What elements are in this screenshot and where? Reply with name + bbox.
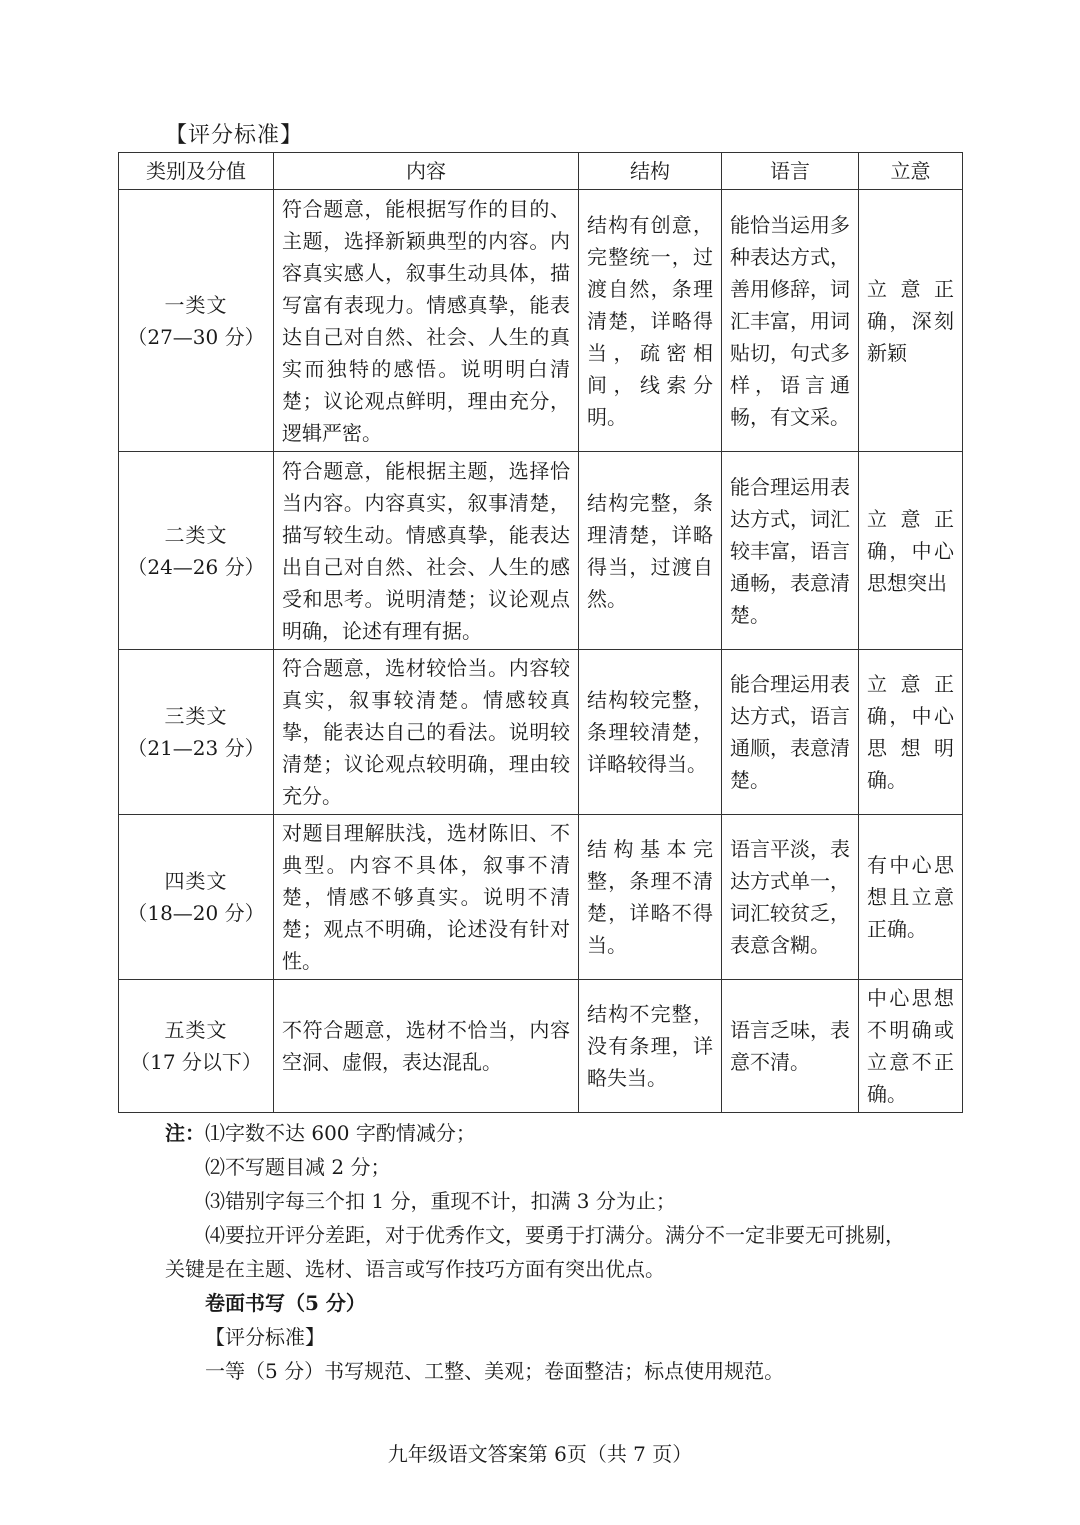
- theme-cell: 立意正确，中心思想突出: [859, 452, 963, 650]
- header-content: 内容: [274, 153, 579, 190]
- category-cell: [119, 650, 274, 815]
- structure-cell: 结构不完整，没有条理，详略失当。: [579, 980, 722, 1113]
- notes-label: 注：: [165, 1121, 205, 1145]
- header-structure: 结构: [579, 153, 722, 190]
- category-range: （17 分以下）: [130, 1050, 262, 1074]
- category-cell: [119, 980, 274, 1113]
- note-item: ⑶错别字每三个扣 1 分，重现不计，扣满 3 分为止；: [205, 1189, 676, 1213]
- category-range: （21—23 分）: [127, 736, 265, 760]
- content-cell: 符合题意，能根据写作的目的、主题，选择新颖典型的内容。内容真实感人，叙事生动具体，描写富有表现力。情感真挚，能表达自己对自然、社会、人生的真实而独特的感悟。说明明白清楚；议论观点鲜明，理由充分，逻辑严密。: [274, 190, 579, 452]
- content-cell: 不符合题意，选材不恰当，内容空洞、虚假，表达混乱。: [274, 980, 579, 1113]
- category-cell: [119, 815, 274, 980]
- language-cell: 能合理运用表达方式，词汇较丰富，语言通畅，表意清楚。: [722, 452, 859, 650]
- header-category: 类别及分值: [119, 153, 274, 190]
- content-cell: 符合题意，能根据主题，选择恰当内容。内容真实，叙事清楚，描写较生动。情感真挚，能表达出自己对自然、社会、人生的感受和思考。说明清楚；议论观点明确，论述有理有据。: [274, 452, 579, 650]
- category-name: 一类文: [164, 292, 228, 317]
- theme-cell: 立意正确，深刻新颖: [859, 190, 963, 452]
- structure-cell: 结构较完整，条理较清楚，详略较得当。: [579, 650, 722, 815]
- structure-cell: 结构有创意，完整统一，过渡自然，条理清楚，详略得当，疏密相间，线索分明。: [579, 190, 722, 452]
- note-text: ⑴字数不达 600 字酌情减分；: [205, 1121, 476, 1145]
- header-theme: 立意: [859, 153, 963, 190]
- theme-cell: 中心思想不明确或立意不正确。: [859, 980, 963, 1113]
- note-item: [165, 1116, 965, 1150]
- structure-cell: 结构基本完整，条理不清楚，详略不得当。: [579, 815, 722, 980]
- language-cell: 语言平淡，表达方式单一，词汇较贫乏，表意含糊。: [722, 815, 859, 980]
- category-name: 四类文: [164, 869, 228, 893]
- notes-section: [165, 1116, 965, 1388]
- table-row: [119, 452, 963, 650]
- section-title: 【评分标准】: [165, 123, 304, 148]
- category-range: （18—20 分）: [127, 901, 265, 925]
- note-continuation: 关键是在主题、选材、语言或写作技巧方面有突出优点。: [165, 1257, 665, 1281]
- category-name: 三类文: [164, 704, 228, 728]
- language-cell: 语言乏味，表意不清。: [722, 980, 859, 1113]
- language-cell: 能恰当运用多种表达方式，善用修辞，词汇丰富，用词贴切，句式多样，语言通畅，有文采。: [722, 190, 859, 452]
- category-cell: [119, 452, 274, 650]
- scoring-table: [118, 152, 963, 1113]
- table-row: [119, 650, 963, 815]
- theme-cell: 立意正确，中心思想明确。: [859, 650, 963, 815]
- category-cell: [119, 190, 274, 452]
- table-row: [119, 815, 963, 980]
- page-footer: 九年级语文答案第 6页（共 7 页）: [387, 1442, 693, 1466]
- handwriting-text: 一等（5 分）书写规范、工整、美观；卷面整洁；标点使用规范。: [205, 1359, 785, 1383]
- table-header-row: [119, 153, 963, 190]
- header-language: 语言: [722, 153, 859, 190]
- language-cell: 能合理运用表达方式，语言通顺，表意清楚。: [722, 650, 859, 815]
- category-range: （24—26 分）: [127, 554, 265, 579]
- note-item: ⑵不写题目减 2 分；: [205, 1155, 391, 1179]
- structure-cell: 结构完整，条理清楚，详略得当，过渡自然。: [579, 452, 722, 650]
- note-item: ⑷要拉开评分差距，对于优秀作文，要勇于打满分。满分不一定非要无可挑剔，: [205, 1223, 905, 1247]
- content-cell: 符合题意，选材较恰当。内容较真实，叙事较清楚。情感较真挚，能表达自己的看法。说明较清楚；议论观点较明确，理由较充分。: [274, 650, 579, 815]
- table-row: [119, 980, 963, 1113]
- table-row: [119, 190, 963, 452]
- category-name: 二类文: [164, 522, 228, 547]
- handwriting-standard-label: 【评分标准】: [205, 1325, 325, 1349]
- handwriting-heading: 卷面书写（5 分）: [205, 1291, 366, 1315]
- theme-cell: 有中心思想且立意正确。: [859, 815, 963, 980]
- content-cell: 对题目理解肤浅，选材陈旧、不典型。内容不具体，叙事不清楚，情感不够真实。说明不清楚；观点不明确，论述没有针对性。: [274, 815, 579, 980]
- category-range: （27—30 分）: [127, 324, 265, 349]
- category-name: 五类文: [164, 1018, 228, 1042]
